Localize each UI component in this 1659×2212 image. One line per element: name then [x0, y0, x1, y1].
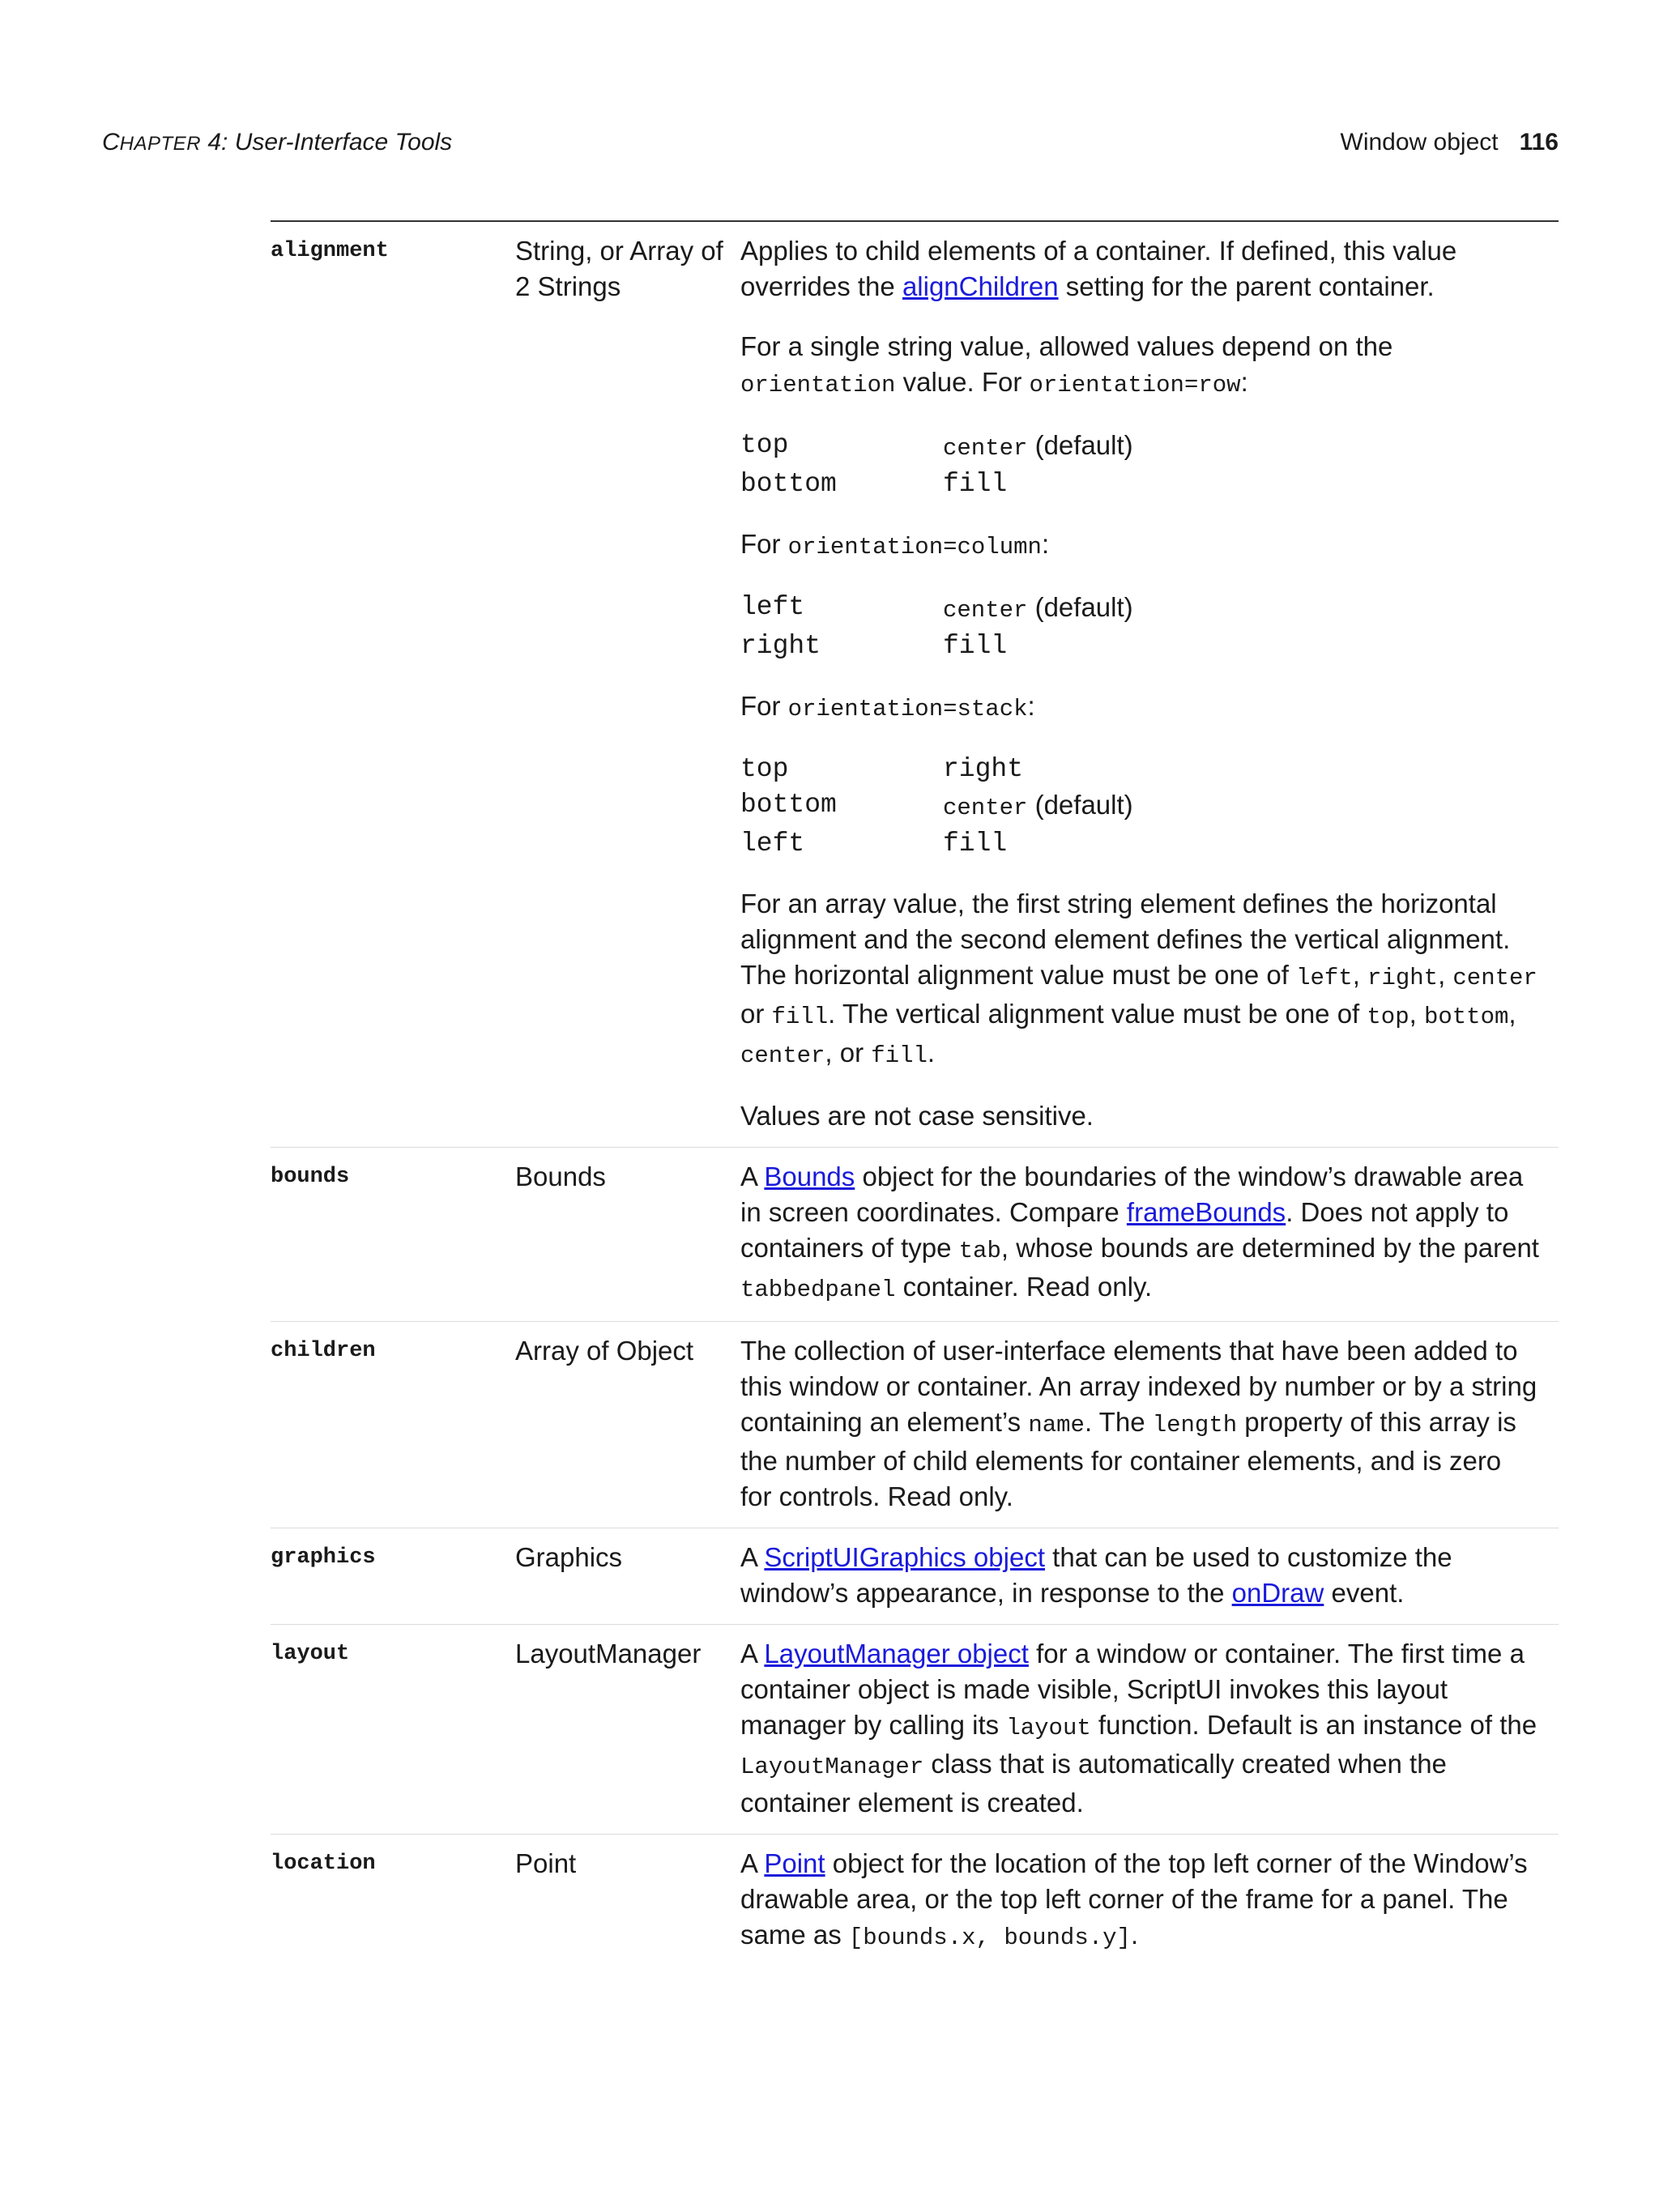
- property-description: [740, 1540, 1559, 1611]
- value-cell: center (default): [943, 790, 1133, 821]
- scriptui-graphics-link[interactable]: ScriptUIGraphics object: [764, 1542, 1045, 1572]
- description-paragraph: For orientation=column:: [740, 529, 1050, 560]
- property-type: Bounds: [515, 1161, 606, 1191]
- value-cell: bottom: [740, 790, 837, 820]
- row-values-grid: [740, 428, 1539, 502]
- property-name: alignment: [271, 239, 389, 263]
- property-name: children: [271, 1339, 376, 1363]
- property-type: Array of Object: [515, 1336, 694, 1366]
- stack-values-grid: [740, 752, 1539, 862]
- property-type: Point: [515, 1848, 577, 1878]
- value-cell: center (default): [943, 592, 1133, 624]
- description-paragraph: A Point object for the location of the top left corner of the Window’s drawable area, or the top left corner of the frame for a panel. The same as [bounds.x, bounds.y].: [740, 1848, 1528, 1951]
- section-title: Window object: [1340, 129, 1499, 156]
- description-paragraph: For orientation=stack:: [740, 691, 1035, 722]
- property-description: [740, 1159, 1559, 1308]
- description-paragraph: A LayoutManager object for a window or container. The first time a container object is made visible, ScriptUI invokes this layout manager by calling its layout function. Default is an instance of the LayoutManager class that is automatically created when the container element is created.: [740, 1639, 1537, 1818]
- value-cell: bottom: [740, 469, 837, 499]
- property-name: bounds: [271, 1165, 350, 1189]
- property-type: LayoutManager: [515, 1639, 702, 1669]
- table-row-location: [271, 1835, 1559, 1969]
- align-children-link[interactable]: alignChildren: [902, 271, 1059, 301]
- frame-bounds-link[interactable]: frameBounds: [1126, 1197, 1286, 1227]
- value-cell: right: [740, 631, 821, 661]
- property-name: location: [271, 1852, 376, 1876]
- property-name: layout: [271, 1642, 350, 1666]
- property-table: [271, 220, 1559, 1969]
- description-paragraph: Applies to child elements of a container. If defined, this value overrides the alignChildren setting for the parent container.: [740, 236, 1457, 301]
- value-cell: top: [740, 754, 789, 784]
- on-draw-link[interactable]: onDraw: [1231, 1578, 1324, 1608]
- section-and-page: [1341, 126, 1559, 159]
- value-cell: center (default): [943, 430, 1133, 462]
- value-cell: left: [740, 829, 805, 859]
- table-row-layout: [271, 1625, 1559, 1835]
- layout-manager-link[interactable]: LayoutManager object: [764, 1639, 1029, 1669]
- page-number: 116: [1519, 129, 1559, 156]
- table-row-graphics: [271, 1528, 1559, 1625]
- point-link[interactable]: Point: [764, 1848, 825, 1878]
- table-row-alignment: [271, 222, 1559, 1148]
- table-row-children: [271, 1322, 1559, 1528]
- property-description: [740, 233, 1559, 1134]
- property-description: [740, 1846, 1559, 1956]
- property-name: graphics: [271, 1545, 376, 1570]
- description-paragraph: For an array value, the first string element defines the horizontal alignment and the second element defines the vertical alignment. The horizontal alignment value must be one of left, right, center or fill. The vertical alignment value must be one of top, bottom, center, or fill.: [740, 889, 1537, 1069]
- description-paragraph: A Bounds object for the boundaries of the window’s drawable area in screen coordinates. Compare frameBounds. Does not apply to containers of type tab, whose bounds are determined by the parent tabbedpanel container. Read only.: [740, 1161, 1539, 1303]
- property-description: [740, 1636, 1559, 1821]
- table-row-bounds: [271, 1148, 1559, 1322]
- property-type: String, or Array of 2 Strings: [515, 236, 723, 301]
- property-type: Graphics: [515, 1542, 623, 1572]
- description-paragraph: For a single string value, allowed values depend on the orientation value. For orientation=row:: [740, 331, 1393, 399]
- description-paragraph: The collection of user-interface elements that have been added to this window or container. An array indexed by number or by a string containing an element’s name. The length property of this array is the number of child elements for container elements, and is zero for controls. Read only.: [740, 1336, 1537, 1511]
- chapter-title: CHAPTER 4: User-Interface Tools: [102, 129, 453, 156]
- value-cell: fill: [943, 631, 1008, 661]
- value-cell: left: [740, 592, 805, 622]
- value-cell: fill: [943, 469, 1008, 499]
- value-cell: right: [943, 754, 1024, 784]
- property-description: [740, 1333, 1559, 1515]
- page-header: [102, 126, 1559, 159]
- description-paragraph: A ScriptUIGraphics object that can be used to customize the window’s appearance, in response to the onDraw event.: [740, 1542, 1452, 1608]
- column-values-grid: [740, 590, 1539, 664]
- value-cell: fill: [943, 829, 1008, 859]
- description-paragraph: Values are not case sensitive.: [740, 1101, 1094, 1131]
- bounds-link[interactable]: Bounds: [764, 1161, 855, 1191]
- value-cell: top: [740, 430, 789, 460]
